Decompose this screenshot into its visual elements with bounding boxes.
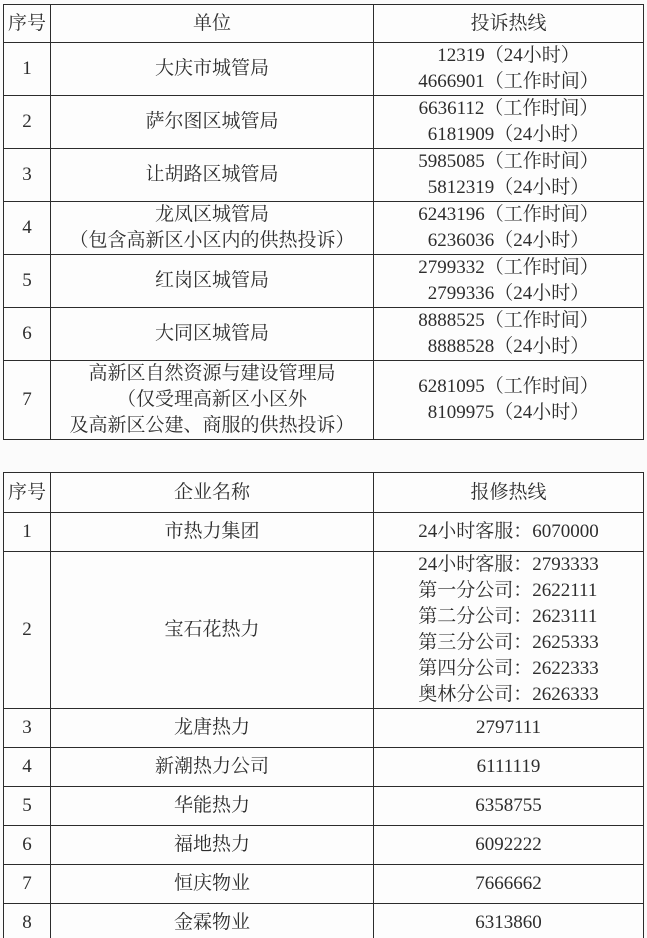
hotline-cell: 6111119 (374, 748, 644, 787)
unit-name-cell: 让胡路区城管局 (51, 149, 374, 202)
serial-cell: 5 (4, 255, 51, 308)
table-row (4, 202, 644, 255)
unit-name-cell: 新潮热力公司 (51, 748, 374, 787)
repair-hotline-table (3, 472, 644, 938)
column-header-serial: 序号 (4, 5, 51, 43)
serial-cell: 5 (4, 787, 51, 826)
unit-name-cell: 华能热力 (51, 787, 374, 826)
hotline-cell: 12319（24小时） 4666901（工作时间） (374, 43, 644, 96)
complaint-table-body (4, 43, 644, 440)
complaint-table-header-row (4, 5, 644, 43)
unit-name-cell: 市热力集团 (51, 513, 374, 552)
hotline-cell: 2799332（工作时间） 2799336（24小时） (374, 255, 644, 308)
table-row (4, 361, 644, 440)
table-row (4, 904, 644, 938)
unit-name-cell: 龙凤区城管局 （包含高新区小区内的供热投诉） (51, 202, 374, 255)
hotline-cell: 24小时客服：6070000 (374, 513, 644, 552)
table-row (4, 865, 644, 904)
serial-cell: 2 (4, 96, 51, 149)
hotline-cell: 8888525（工作时间） 8888528（24小时） (374, 308, 644, 361)
unit-name-cell: 福地热力 (51, 826, 374, 865)
unit-name-cell: 红岗区城管局 (51, 255, 374, 308)
repair-table-body (4, 513, 644, 938)
hotline-cell: 7666662 (374, 865, 644, 904)
unit-name-cell: 龙唐热力 (51, 709, 374, 748)
hotline-cell: 2797111 (374, 709, 644, 748)
table-row (4, 513, 644, 552)
serial-cell: 1 (4, 513, 51, 552)
serial-cell: 1 (4, 43, 51, 96)
table-row (4, 709, 644, 748)
hotline-cell: 6243196（工作时间） 6236036（24小时） (374, 202, 644, 255)
table-row (4, 149, 644, 202)
table-row (4, 748, 644, 787)
table-row (4, 96, 644, 149)
serial-cell: 8 (4, 904, 51, 938)
hotline-cell: 24小时客服：2793333 第一分公司：2622111 第二分公司：2623111 第三分公司：2625333 第四分公司：2622333 奥林分公司：2626333 (374, 552, 644, 709)
unit-name-cell: 恒庆物业 (51, 865, 374, 904)
table-row (4, 787, 644, 826)
table-row (4, 43, 644, 96)
table-gap (3, 440, 644, 472)
unit-name-cell: 萨尔图区城管局 (51, 96, 374, 149)
serial-cell: 6 (4, 826, 51, 865)
serial-cell: 7 (4, 865, 51, 904)
table-row (4, 826, 644, 865)
repair-table-header-row (4, 473, 644, 513)
table-row (4, 308, 644, 361)
serial-cell: 3 (4, 149, 51, 202)
column-header-unit: 单位 (51, 5, 374, 43)
serial-cell: 3 (4, 709, 51, 748)
serial-cell: 6 (4, 308, 51, 361)
column-header-company-name: 企业名称 (51, 473, 374, 513)
hotline-cell: 6358755 (374, 787, 644, 826)
hotline-cell: 6636112（工作时间） 6181909（24小时） (374, 96, 644, 149)
serial-cell: 4 (4, 202, 51, 255)
hotline-cell: 6281095（工作时间） 8109975（24小时） (374, 361, 644, 440)
hotline-cell: 5985085（工作时间） 5812319（24小时） (374, 149, 644, 202)
complaint-hotline-table (3, 4, 644, 440)
unit-name-cell: 宝石花热力 (51, 552, 374, 709)
unit-name-cell: 大同区城管局 (51, 308, 374, 361)
hotline-cell: 6092222 (374, 826, 644, 865)
hotline-cell: 6313860 (374, 904, 644, 938)
unit-name-cell: 金霖物业 (51, 904, 374, 938)
column-header-serial: 序号 (4, 473, 51, 513)
serial-cell: 4 (4, 748, 51, 787)
column-header-repair-hotline: 报修热线 (374, 473, 644, 513)
unit-name-cell: 高新区自然资源与建设管理局 （仅受理高新区小区外 及高新区公建、商服的供热投诉） (51, 361, 374, 440)
table-row (4, 552, 644, 709)
column-header-complaint-hotline: 投诉热线 (374, 5, 644, 43)
unit-name-cell: 大庆市城管局 (51, 43, 374, 96)
serial-cell: 7 (4, 361, 51, 440)
serial-cell: 2 (4, 552, 51, 709)
table-row (4, 255, 644, 308)
